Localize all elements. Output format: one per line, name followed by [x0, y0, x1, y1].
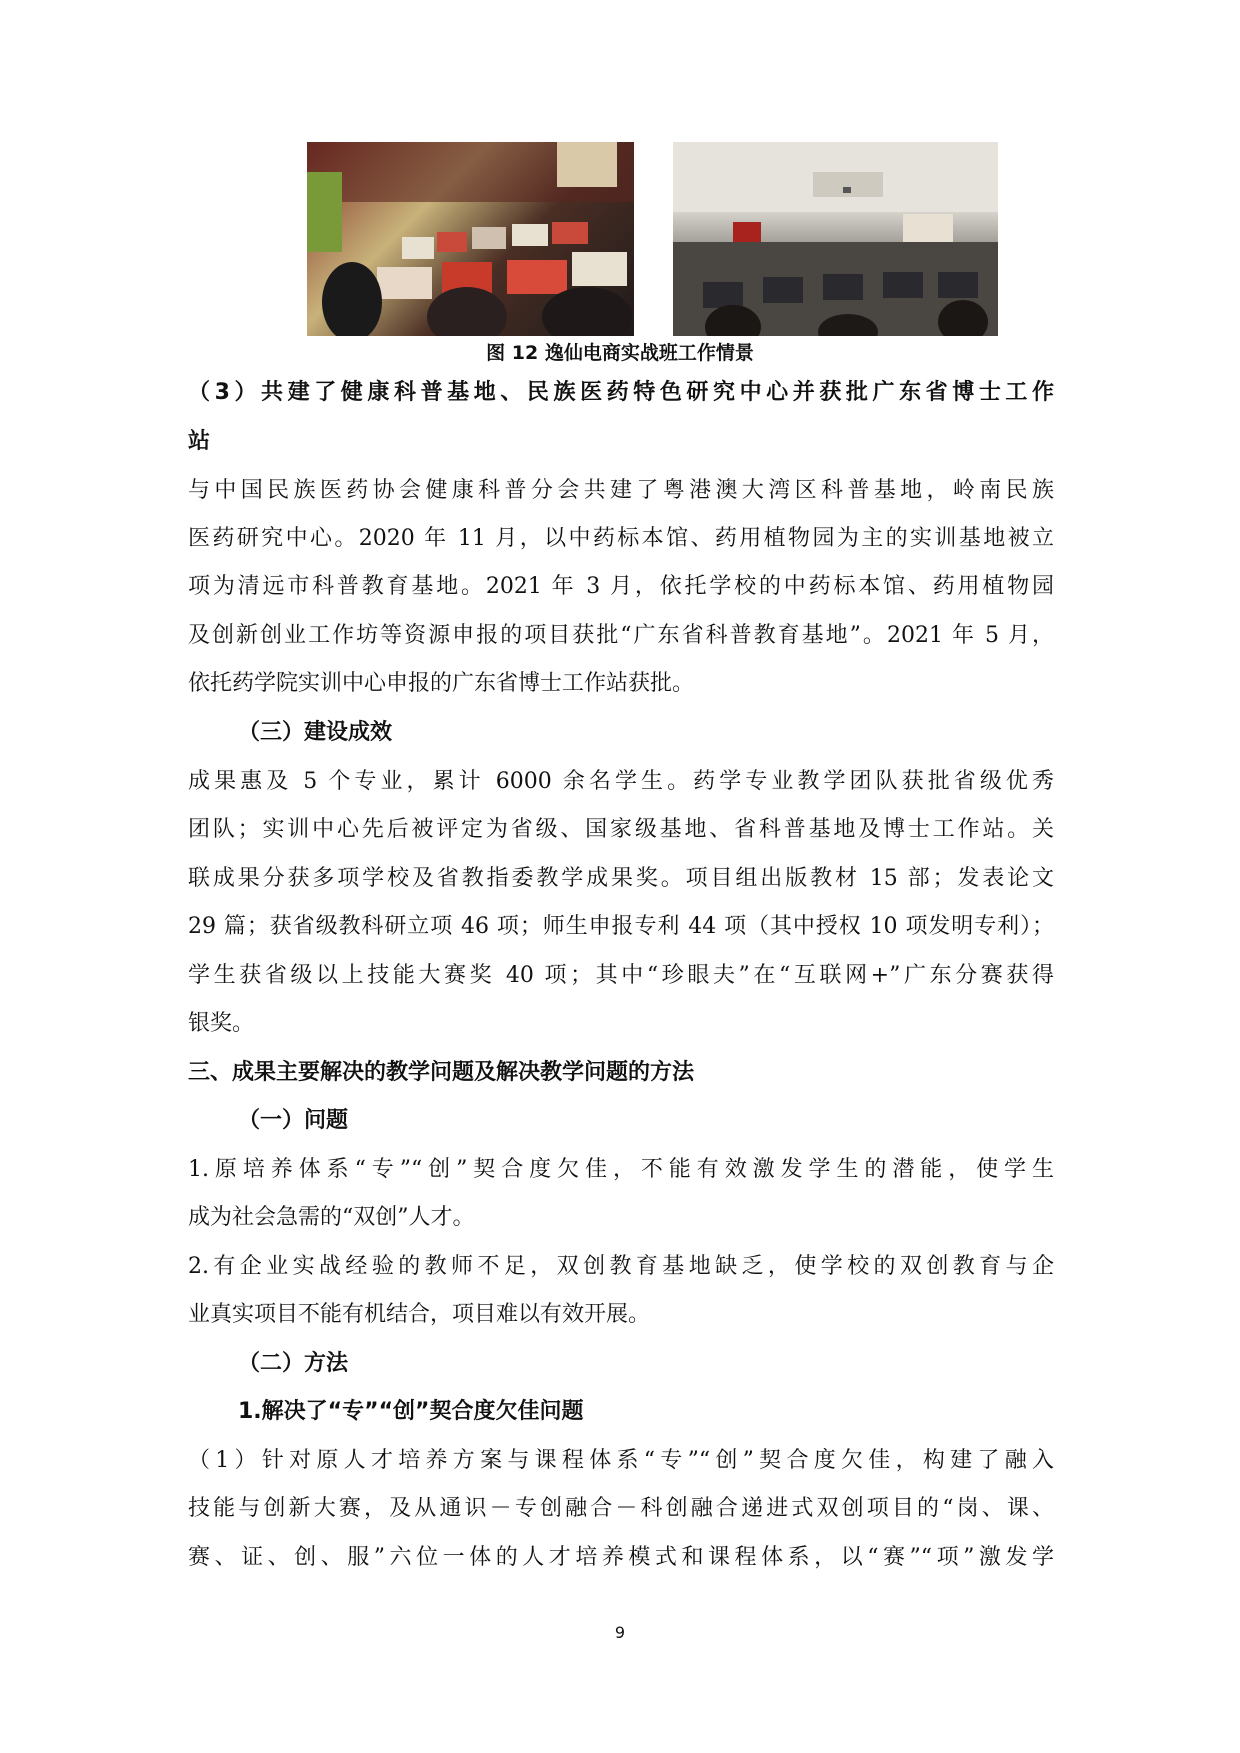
paragraph-line: 赛、证、创、服”六位一体的人才培养模式和课程体系，以“赛”“项”激发学 [188, 1545, 1054, 1570]
paragraph-line: （1）针对原人才培养方案与课程体系“专”“创”契合度欠佳，构建了融入 [188, 1448, 1054, 1473]
paragraph-line: 1.原培养体系“专”“创”契合度欠佳，不能有效激发学生的潜能，使学生 [188, 1157, 1054, 1182]
paragraph-line: 与中国民族医药协会健康科普分会共建了粤港澳大湾区科普基地，岭南民族 [188, 478, 1054, 503]
classroom-photo-right [673, 142, 998, 336]
paragraph-line: 技能与创新大赛，及从通识－专创融合－科创融合递进式双创项目的“岗、课、 [188, 1496, 1054, 1521]
paragraph-line: 项为清远市科普教育基地。2021 年 3 月，依托学校的中药标本馆、药用植物园 [188, 574, 1054, 599]
paragraph-line: 成为社会急需的“双创”人才。 [188, 1205, 475, 1230]
paragraph-line: 2.有企业实战经验的教师不足，双创教育基地缺乏，使学校的双创教育与企 [188, 1254, 1054, 1279]
figure-caption: 图 12 逸仙电商实战班工作情景 [486, 342, 754, 364]
subsection-heading-3-cont: 站 [188, 429, 211, 454]
paragraph-line: 成果惠及 5 个专业，累计 6000 余名学生。药学专业教学团队获批省级优秀 [188, 769, 1054, 794]
paragraph-line: 业真实项目不能有机结合，项目难以有效开展。 [188, 1302, 651, 1327]
section-heading-methods: （二）方法 [238, 1351, 349, 1376]
chapter-heading-3: 三、成果主要解决的教学问题及解决教学问题的方法 [188, 1060, 695, 1085]
paragraph-line: 依托药学院实训中心申报的广东省博士工作站获批。 [188, 671, 695, 696]
page-number: 9 [614, 1623, 626, 1642]
section-heading-results: （三）建设成效 [238, 720, 393, 745]
classroom-photo-left [307, 142, 634, 336]
paragraph-line: 医药研究中心。2020 年 11 月，以中药标本馆、药用植物园为主的实训基地被立 [188, 526, 1054, 551]
paragraph-line: 及创新创业工作坊等资源申报的项目获批“广东省科普教育基地”。2021 年 5 月， [188, 623, 1054, 648]
section-heading-problems: （一）问题 [238, 1108, 349, 1133]
paragraph-line: 学生获省级以上技能大赛奖 40 项；其中“珍眼夫”在“互联网+”广东分赛获得 [188, 963, 1054, 988]
paragraph-line: 银奖。 [188, 1011, 255, 1036]
paragraph-line: 团队；实训中心先后被评定为省级、国家级基地、省科普基地及博士工作站。关 [188, 817, 1054, 842]
paragraph-line: 联成果分获多项学校及省教指委教学成果奖。项目组出版教材 15 部；发表论文 [188, 866, 1054, 891]
paragraph-line: 29 篇；获省级教科研立项 46 项；师生申报专利 44 项（其中授权 10 项发明专利）； [188, 914, 1054, 939]
method-heading-1: 1.解决了“专”“创”契合度欠佳问题 [238, 1399, 584, 1424]
subsection-heading-3: （3）共建了健康科普基地、民族医药特色研究中心并获批广东省博士工作 [188, 380, 1054, 405]
